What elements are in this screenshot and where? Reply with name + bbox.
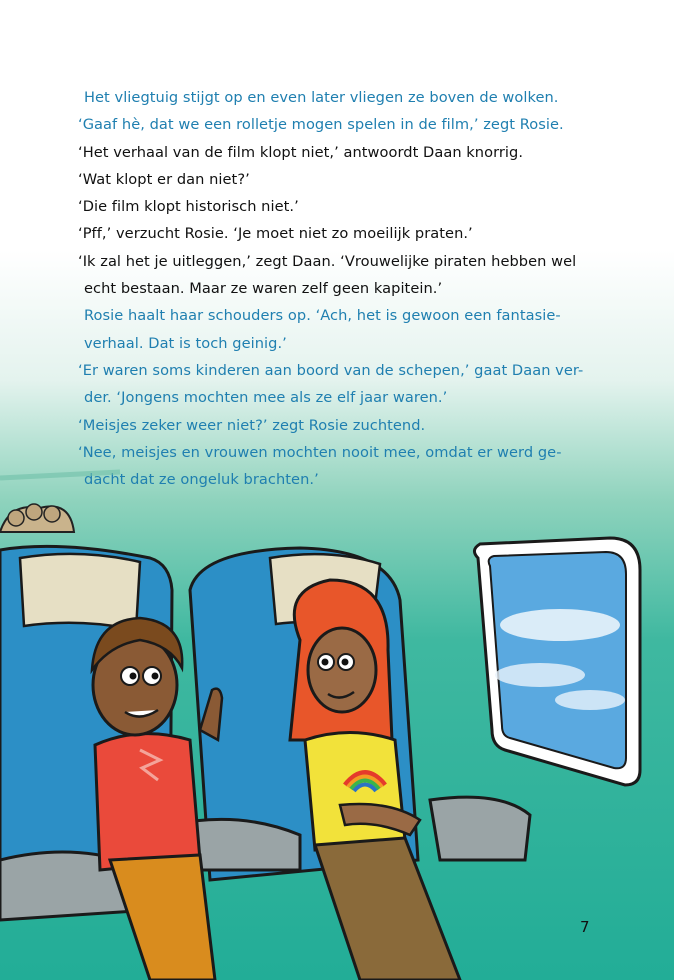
story-line: der. ‘Jongens mochten mee als ze elf jaar waren.’ — [84, 389, 448, 407]
story-line: echt bestaan. Maar ze waren zelf geen kapitein.’ — [84, 280, 443, 298]
girl-character — [290, 580, 460, 980]
story-line: Het vliegtuig stijgt op en even later vliegen ze boven de wolken. — [84, 89, 559, 106]
story-line: ‘Ik zal het je uitleggen,’ zegt Daan. ‘Vrouwelijke piraten hebben wel — [78, 252, 577, 270]
story-line: dacht dat ze ongeluk brachten.’ — [84, 471, 319, 489]
passenger-head — [0, 504, 74, 532]
story-line: ‘Die film klopt historisch niet.’ — [78, 198, 299, 216]
story-line: ‘Meisjes zeker weer niet?’ zegt Rosie zuchtend. — [78, 416, 426, 434]
story-line: verhaal. Dat is toch geinig.’ — [84, 334, 287, 352]
story-text — [78, 84, 598, 493]
airplane-window — [474, 538, 640, 785]
story-line: ‘Nee, meisjes en vrouwen mochten nooit mee, omdat er werd ge- — [78, 443, 562, 461]
story-line: ‘Gaaf hè, dat we een rolletje mogen spelen in de film,’ zegt Rosie. — [78, 116, 564, 134]
story-line: Rosie haalt haar schouders op. ‘Ach, het is gewoon een fantasie- — [84, 307, 561, 325]
airplane-cabin-illustration — [0, 440, 674, 980]
story-line: ‘Wat klopt er dan niet?’ — [78, 170, 250, 188]
story-line: ‘Er waren soms kinderen aan boord van de schepen,’ gaat Daan ver- — [78, 361, 584, 379]
story-line: ‘Pff,’ verzucht Rosie. ‘Je moet niet zo moeilijk praten.’ — [78, 225, 473, 243]
page-number: 7 — [580, 918, 590, 936]
story-line: ‘Het verhaal van de film klopt niet,’ antwoordt Daan knorrig. — [78, 143, 524, 161]
